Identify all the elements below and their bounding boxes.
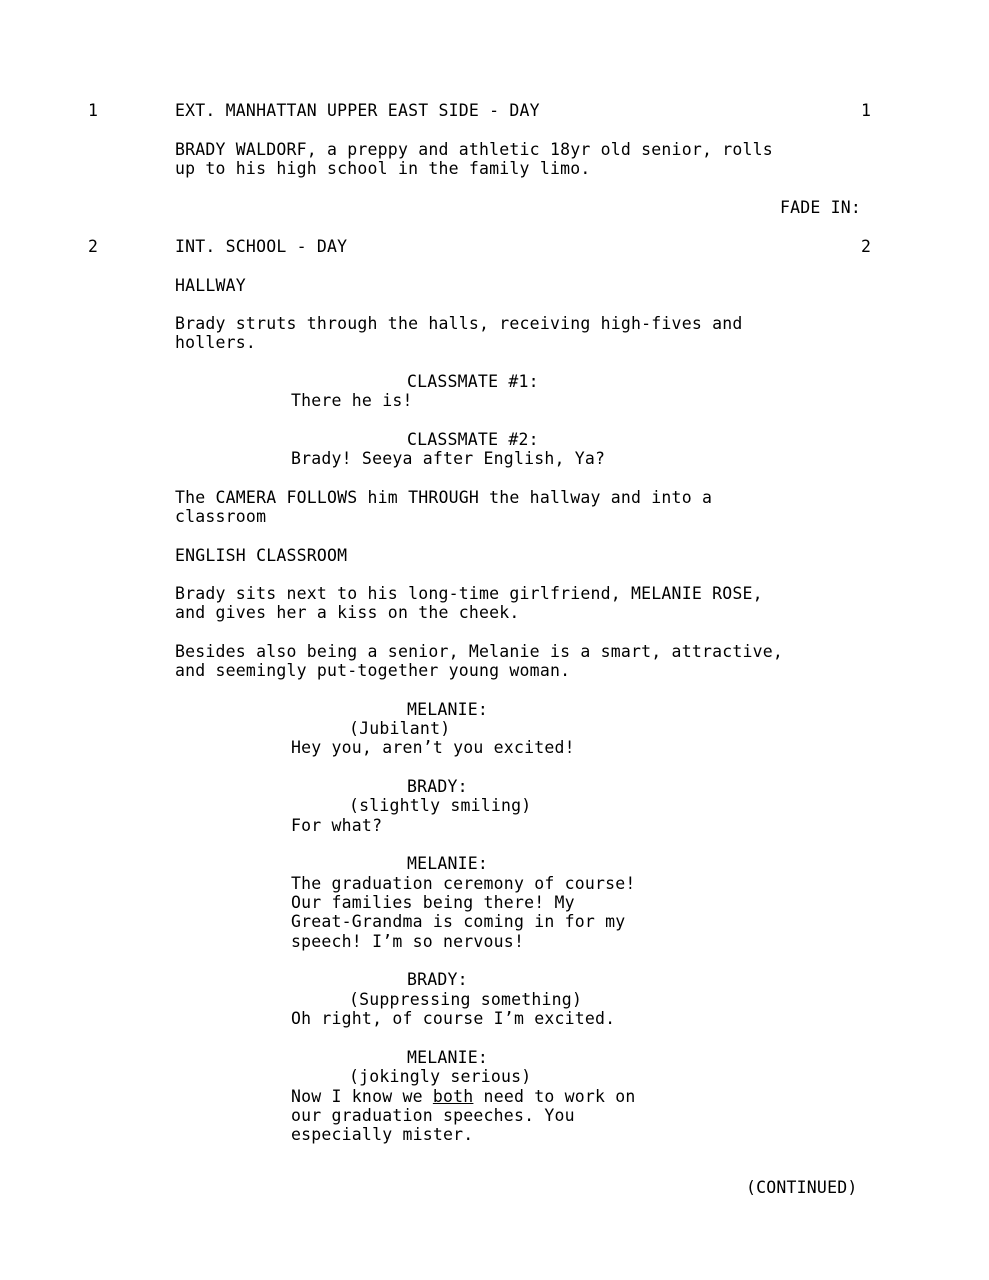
- underlined-word: both: [432, 1087, 474, 1106]
- scene-number-right: 1: [861, 101, 872, 120]
- dialogue-text: need to work on: [473, 1087, 636, 1106]
- dialogue-line: Our families being there! My: [291, 893, 575, 912]
- continued-marker: (CONTINUED): [746, 1178, 858, 1197]
- character-name: MELANIE:: [407, 854, 489, 873]
- dialogue-text: Now I know we: [291, 1087, 433, 1106]
- dialogue-line: The graduation ceremony of course!: [291, 874, 636, 893]
- parenthetical: (Jubilant): [349, 719, 451, 738]
- scene-heading: EXT. MANHATTAN UPPER EAST SIDE - DAY: [175, 101, 540, 120]
- dialogue-line: [291, 1087, 636, 1107]
- scene-number-right: 2: [861, 237, 872, 256]
- action-line: and gives her a kiss on the cheek.: [175, 603, 520, 622]
- transition: FADE IN:: [780, 198, 862, 217]
- character-name: MELANIE:: [407, 1048, 489, 1067]
- character-name: CLASSMATE #2:: [407, 430, 539, 449]
- parenthetical: (Suppressing something): [349, 990, 583, 1009]
- action-line: classroom: [175, 507, 267, 526]
- sub-heading: HALLWAY: [175, 276, 246, 295]
- action-line: and seemingly put-together young woman.: [175, 661, 571, 680]
- dialogue-line: speech! I’m so nervous!: [291, 932, 525, 951]
- action-line: Brady struts through the halls, receiving high-fives and: [175, 314, 743, 333]
- dialogue-line: Oh right, of course I’m excited.: [291, 1009, 616, 1028]
- action-line: up to his high school in the family limo.: [175, 159, 591, 178]
- character-name: MELANIE:: [407, 700, 489, 719]
- character-name: BRADY:: [407, 777, 468, 796]
- dialogue-line: our graduation speeches. You: [291, 1106, 575, 1125]
- dialogue-line: especially mister.: [291, 1125, 474, 1144]
- dialogue-line: There he is!: [291, 391, 413, 410]
- dialogue-line: Great-Grandma is coming in for my: [291, 912, 626, 931]
- sub-heading: ENGLISH CLASSROOM: [175, 546, 348, 565]
- scene-number-left: 2: [88, 237, 99, 256]
- scene-number-left: 1: [88, 101, 99, 120]
- character-name: CLASSMATE #1:: [407, 372, 539, 391]
- action-line: hollers.: [175, 333, 257, 352]
- scene-heading: INT. SCHOOL - DAY: [175, 237, 348, 256]
- action-line: Besides also being a senior, Melanie is a smart, attractive,: [175, 642, 784, 661]
- action-line: Brady sits next to his long-time girlfriend, MELANIE ROSE,: [175, 584, 763, 603]
- action-line: The CAMERA FOLLOWS him THROUGH the hallway and into a: [175, 488, 713, 507]
- dialogue-line: Brady! Seeya after English, Ya?: [291, 449, 606, 468]
- parenthetical: (slightly smiling): [349, 796, 532, 815]
- parenthetical: (jokingly serious): [349, 1067, 532, 1086]
- dialogue-line: Hey you, aren’t you excited!: [291, 738, 575, 757]
- dialogue-line: For what?: [291, 816, 383, 835]
- action-line: BRADY WALDORF, a preppy and athletic 18yr old senior, rolls: [175, 140, 773, 159]
- character-name: BRADY:: [407, 970, 468, 989]
